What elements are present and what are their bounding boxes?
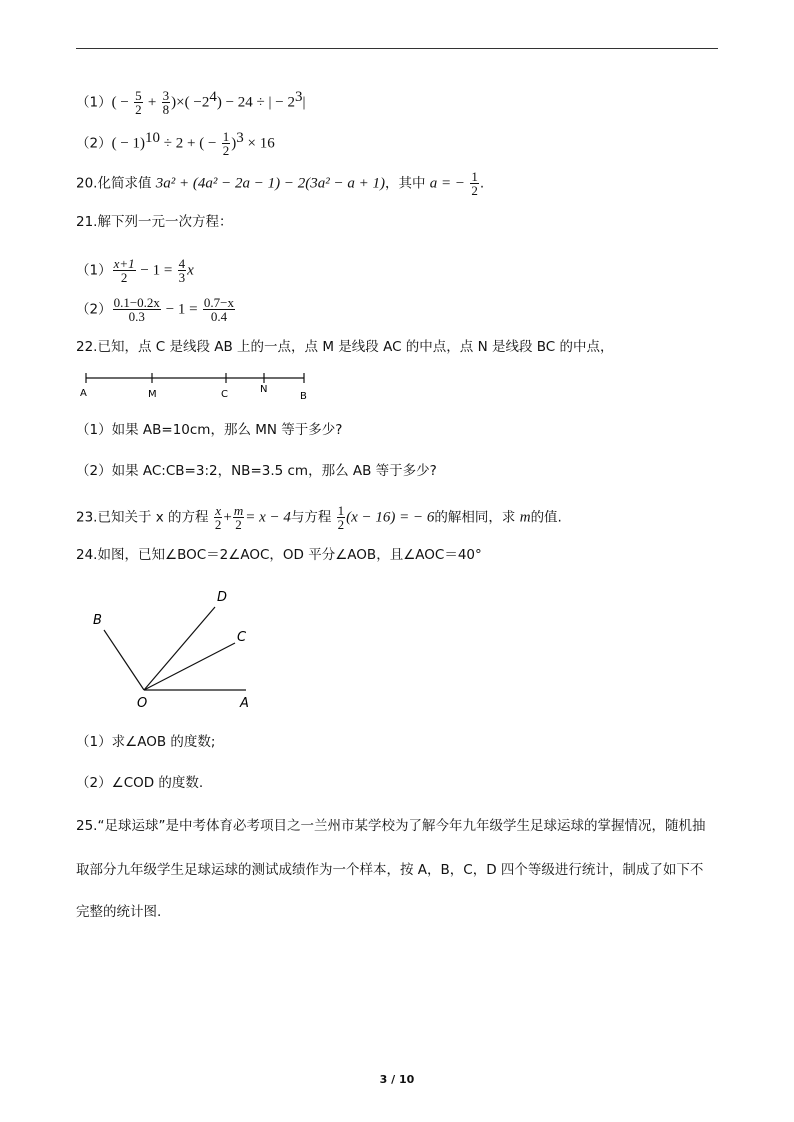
q25-line-2: 取部分九年级学生足球运球的测试成绩作为一个样本，按 A，B，C，D 四个等级进行统计，制成了如下不 — [76, 862, 704, 878]
q19-part2-label: （2） — [76, 135, 112, 152]
q20-question — [76, 170, 484, 197]
q19-part2-expr-d: × 16 — [243, 135, 275, 152]
q24-part1: （1）求∠AOB 的度数; — [76, 734, 216, 750]
ray-oc — [144, 643, 235, 690]
frac-numerator: 4 — [178, 256, 186, 271]
frac-denominator: 2 — [214, 517, 222, 532]
q20-condition: a = − — [429, 175, 466, 192]
q22-part1: （1）如果 AB=10cm，那么 MN 等于多少? — [76, 422, 343, 438]
frac-denominator: 2 — [337, 517, 345, 532]
q21-part2-frac2 — [203, 296, 235, 323]
q21-part2-frac1 — [113, 296, 161, 323]
q19-part1 — [76, 88, 306, 116]
q23-question — [76, 504, 562, 531]
q24-angle-figure — [80, 580, 280, 720]
q19-part2 — [76, 129, 275, 157]
q23-plus: + — [223, 509, 232, 526]
q22-part2: （2）如果 AC:CB=3:2，NB=3.5 cm，那么 AB 等于多少? — [76, 463, 437, 479]
point-label-a: A — [240, 696, 249, 711]
q19-part1-expr-a: ( − — [111, 94, 129, 111]
q25-line-3: 完整的统计图. — [76, 904, 162, 920]
q20-expression: 3a² + (4a² − 2a − 1) − 2(3a² − a + 1) — [155, 175, 385, 192]
q19-part1-label: （1） — [76, 94, 112, 111]
q21-part1-mid: − 1 = — [136, 262, 173, 279]
ray-ob — [104, 630, 144, 690]
q23-frac-x — [214, 504, 223, 531]
point-label-c: C — [221, 389, 228, 400]
q19-part2-frac — [222, 130, 231, 157]
q22-segment-figure — [70, 366, 320, 406]
q19-part2-expr-b: ÷ 2 + ( − — [160, 135, 217, 152]
q23-frac-half — [337, 504, 346, 531]
q23-equation-2: (x − 16) = − 6 — [346, 509, 435, 526]
q19-part2-exponent-2: 3 — [236, 130, 244, 146]
frac-denominator: 2 — [471, 183, 478, 198]
frac-denominator: 2 — [235, 517, 242, 532]
frac-numerator: x — [215, 503, 221, 518]
q19-part1-expr-d: ) − 24 ÷ | − 2 — [216, 94, 295, 111]
header-rule — [76, 48, 718, 49]
q21-part2-label: （2） — [76, 301, 112, 318]
point-label-c: C — [237, 630, 247, 645]
ray-od — [144, 607, 215, 690]
frac-denominator: 3 — [178, 270, 186, 285]
q19-part1-exponent-1: 4 — [209, 89, 217, 105]
q23-frac-m — [233, 504, 244, 531]
q22-question: 22.已知，点 C 是线段 AB 上的一点，点 M 是线段 AC 的中点，点 N 是线段 BC 的中点， — [76, 339, 614, 355]
q24-question: 24.如图，已知∠BOC＝2∠AOC，OD 平分∠AOB，且∠AOC＝40° — [76, 547, 482, 563]
q21-part1 — [76, 257, 194, 284]
frac-denominator: 0.4 — [210, 309, 228, 324]
q19-part1-exponent-2: 3 — [295, 89, 303, 105]
q19-part1-expr-c: )×( −2 — [171, 94, 210, 111]
frac-denominator: 0.3 — [128, 309, 145, 324]
q23-text-a: 23.已知关于 x 的方程 — [76, 509, 209, 526]
frac-numerator: 1 — [337, 503, 345, 518]
frac-numerator: m — [233, 503, 244, 518]
frac-numerator: 3 — [162, 88, 170, 103]
frac-denominator: 2 — [120, 270, 128, 285]
frac-numerator: 0.1−0.2x — [113, 295, 160, 310]
q19-part1-expr-e: | — [302, 94, 306, 111]
point-label-m: M — [148, 389, 157, 400]
q23-equation-1: = x − 4 — [245, 509, 291, 526]
q19-part1-frac1 — [134, 89, 143, 116]
point-label-a: A — [80, 388, 87, 399]
q20-frac — [470, 170, 479, 197]
q23-text-f: 的值. — [530, 509, 562, 526]
q21-part2 — [76, 296, 236, 323]
q21-part1-frac2 — [178, 257, 187, 284]
point-label-o: O — [137, 696, 148, 711]
page-number: 3 / 10 — [379, 1073, 415, 1086]
q19-part2-expr-c: ) — [231, 135, 237, 152]
q23-variable: m — [519, 509, 531, 526]
q21-part1-var: x — [187, 262, 194, 279]
q20-label: 20.化简求值 — [76, 175, 152, 192]
q24-part2: （2）∠COD 的度数. — [76, 775, 204, 791]
q23-text-e: 的解相同，求 — [434, 509, 516, 526]
point-label-d: D — [217, 590, 228, 605]
q20-end: . — [479, 175, 485, 192]
q21-part2-mid: − 1 = — [161, 301, 198, 318]
frac-denominator: 8 — [162, 102, 170, 117]
frac-numerator: x+1 — [113, 256, 135, 271]
q19-part1-expr-b: + — [147, 94, 157, 111]
q21-part1-label: （1） — [76, 262, 112, 279]
q19-part1-frac2 — [162, 89, 171, 116]
q19-part2-exponent-1: 10 — [145, 130, 161, 146]
q21-part1-frac1 — [113, 257, 136, 284]
q21-title: 21.解下列一元一次方程： — [76, 214, 233, 230]
frac-numerator: 1 — [222, 129, 230, 144]
point-label-n: N — [260, 384, 268, 395]
point-label-b: B — [93, 613, 102, 628]
frac-numerator: 0.7−x — [203, 295, 234, 310]
q23-text-c: 与方程 — [290, 509, 332, 526]
q19-part2-expr-a: ( − 1) — [111, 135, 146, 152]
frac-denominator: 2 — [222, 143, 230, 158]
point-label-b: B — [300, 391, 307, 402]
frac-numerator: 1 — [471, 169, 478, 184]
q25-line-1: 25.“足球运球”是中考体育必考项目之一兰州市某学校为了解今年九年级学生足球运球的掌握情况，随机抽 — [76, 818, 706, 834]
frac-denominator: 2 — [135, 102, 142, 117]
q20-mid-text: ，其中 — [385, 175, 426, 192]
frac-numerator: 5 — [135, 88, 142, 103]
